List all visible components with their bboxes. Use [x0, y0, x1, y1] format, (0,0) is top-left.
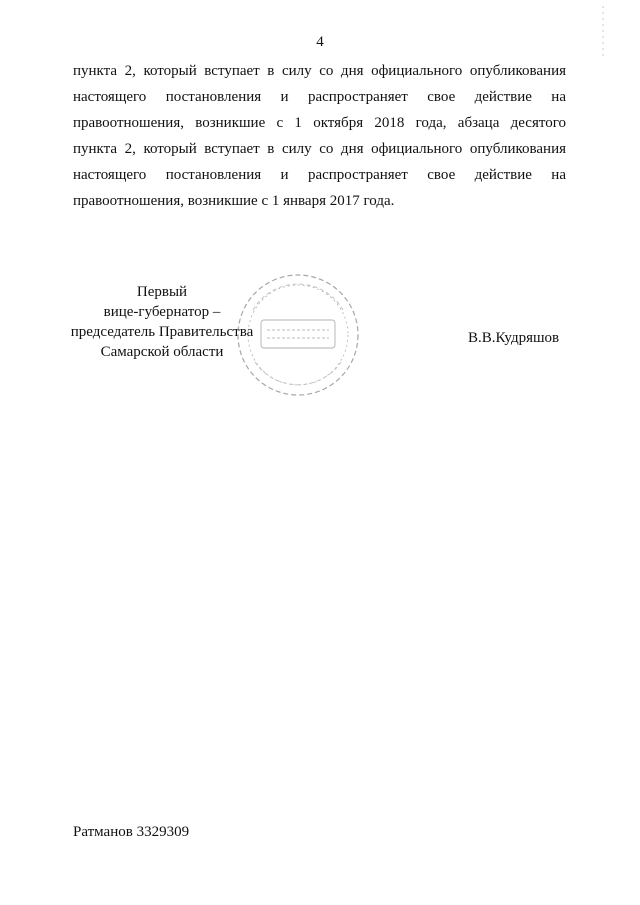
scan-artifact-mark — [602, 6, 604, 56]
executor-info: Ратманов 3329309 — [73, 824, 190, 840]
signatory-name: В.В.Кудряшов — [468, 330, 560, 346]
signatory-position-line: Самарской области — [100, 344, 224, 360]
signatory-position-line: председатель Правительства — [70, 324, 254, 340]
text-line: настоящего постановления и распространяет свое действие на — [73, 167, 566, 183]
main-text — [73, 58, 566, 214]
text-line: правоотношения, возникшие с 1 января 2017 года. — [73, 193, 395, 209]
page-number: 4 — [316, 34, 324, 50]
official-stamp-seal — [233, 270, 363, 400]
text-line: настоящего постановления и распространяет свое действие на — [73, 89, 566, 105]
text-line: пункта 2, который вступает в силу со дня официального опубликования — [73, 63, 566, 79]
text-line: пункта 2, который вступает в силу со дня официального опубликования — [73, 141, 566, 157]
text-line: правоотношения, возникшие с 1 октября 2018 года, абзаца десятого — [73, 115, 566, 131]
signatory-position-line: Первый — [136, 284, 188, 300]
signatory-position-line: вице-губернатор – — [103, 304, 221, 320]
